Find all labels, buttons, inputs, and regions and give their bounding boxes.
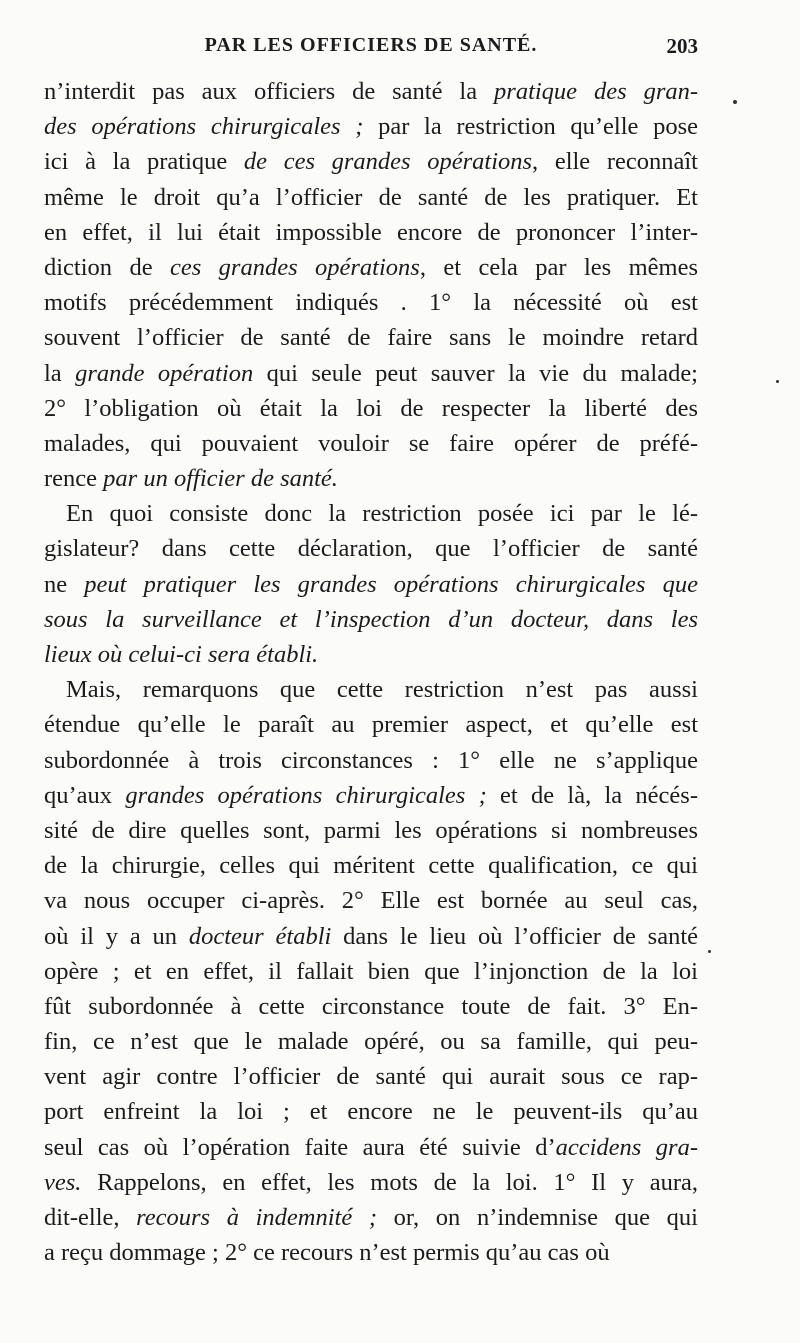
text-run: et de là, la nécés- (486, 781, 698, 809)
text-run: étendue qu’elle le paraît au premier aspect, et qu’elle est (44, 711, 698, 739)
text-line (44, 567, 698, 602)
text-line (44, 1024, 698, 1059)
text-run: par la restriction qu’elle pose (363, 113, 698, 141)
text-run: va nous occuper ci-après. 2° Elle est bornée au seul cas, (44, 887, 698, 915)
text-run: a reçu dommage ; 2° ce recours n’est permis qu’au cas où (44, 1239, 610, 1267)
text-run: subordonnée à trois circonstances : 1° elle ne s’applique (44, 746, 698, 774)
text-run: seul cas où l’opération faite aura été suivie d’ (44, 1133, 556, 1161)
text-line (44, 496, 698, 531)
body-text (44, 74, 698, 1270)
italic-run: grandes opérations chirurgicales ; (125, 781, 487, 809)
italic-run: recours à indemnité ; (136, 1204, 377, 1231)
text-run: ici à la pratique (44, 148, 244, 176)
text-line (44, 285, 698, 320)
text-run: en effet, il lui était impossible encore de prononcer l’inter- (44, 218, 698, 246)
ink-speck (733, 100, 737, 104)
italic-run: par un officier de santé. (103, 465, 338, 493)
text-run: Rappelons, en effet, les mots de la loi. 1° Il y aura, (81, 1168, 698, 1196)
text-line (44, 144, 698, 179)
text-line (44, 672, 698, 707)
text-line (44, 743, 698, 778)
text-line (44, 1094, 698, 1129)
text-run: n’interdit pas aux officiers de santé la (44, 78, 495, 105)
italic-run: docteur établi (188, 922, 332, 950)
text-run: port enfreint la loi ; et encore ne le peuvent-ils qu’au (44, 1098, 698, 1126)
text-line (44, 919, 698, 954)
text-line (44, 426, 698, 461)
text-run: opère ; et en effet, il fallait bien que l’injonction de la loi (44, 957, 698, 985)
text-line (44, 461, 698, 496)
text-run: souvent l’officier de santé de faire sans le moindre retard (44, 324, 698, 352)
text-run: dans le lieu où l’officier de santé (331, 922, 698, 950)
text-run: qui seule peut sauver la vie du malade; (253, 359, 698, 387)
text-line (44, 180, 698, 215)
text-line (44, 215, 698, 250)
text-run: même le droit qu’a l’officier de santé de les pratiquer. Et (44, 183, 698, 211)
text-run: vent agir contre l’officier de santé qui aurait sous ce rap- (44, 1063, 698, 1091)
text-line (44, 250, 698, 285)
ink-speck (776, 380, 779, 383)
text-line (44, 637, 698, 672)
text-line (44, 1200, 698, 1235)
text-run: , elle reconnaît (532, 148, 698, 176)
text-line (44, 883, 698, 918)
text-line (44, 531, 698, 566)
italic-run: sous la surveillance et l’inspection d’un docteur, dans les (44, 605, 698, 633)
italic-run: grande opération (75, 359, 254, 387)
italic-run: peut pratiquer les grandes opérations chirurgicales que (84, 570, 698, 598)
text-line (44, 391, 698, 426)
italic-run: lieux où celui-ci sera établi. (44, 641, 319, 668)
text-line (44, 848, 698, 883)
text-line (44, 707, 698, 742)
text-line (44, 356, 698, 391)
text-line (44, 989, 698, 1024)
text-run: fin, ce n’est que le malade opéré, ou sa famille, qui peu- (44, 1028, 698, 1056)
italic-run: pratique des gran- (494, 78, 698, 105)
text-run: En quoi consiste donc la restriction posée ici par le lé- (66, 500, 698, 528)
text-run: gislateur? dans cette déclaration, que l’officier de santé (44, 535, 698, 563)
text-run: , et cela par les mêmes (419, 253, 698, 281)
text-line (44, 1165, 698, 1200)
text-line (44, 74, 698, 109)
text-line (44, 602, 698, 637)
text-run: fût subordonnée à cette circonstance toute de fait. 3° En- (44, 992, 698, 1020)
text-line (44, 320, 698, 355)
text-run: où il y a un (44, 922, 189, 950)
text-run: dit-elle, (44, 1204, 137, 1231)
italic-run: des opérations chirurgicales ; (44, 113, 364, 141)
italic-run: ves. (44, 1168, 82, 1196)
text-run: ne (44, 570, 85, 598)
text-run: diction de (44, 253, 170, 281)
text-line (44, 109, 698, 144)
text-line (44, 954, 698, 989)
text-run: or, on n’indemnise que qui (377, 1204, 698, 1231)
text-run: motifs précédemment indiqués . 1° la nécessité où est (44, 289, 698, 317)
running-head (44, 34, 698, 66)
paragraph (44, 74, 698, 496)
text-run: de la chirurgie, celles qui méritent cette qualification, ce qui (44, 852, 698, 880)
text-line (44, 813, 698, 848)
text-run: la (44, 359, 76, 387)
text-line (44, 1059, 698, 1094)
italic-run: de ces grandes opérations (243, 148, 533, 176)
text-run: 2° l’obligation où était la loi de respecter la liberté des (44, 394, 698, 422)
text-line (44, 778, 698, 813)
page-number: 203 (666, 34, 698, 58)
running-title: PAR LES OFFICIERS DE SANTÉ. (204, 34, 538, 56)
paragraph (44, 672, 698, 1270)
text-line (44, 1235, 698, 1270)
text-run: Mais, remarquons que cette restriction n’est pas aussi (66, 676, 698, 704)
text-run: sité de dire quelles sont, parmi les opérations si nombreuses (44, 816, 698, 844)
italic-run: accidens gra- (555, 1133, 698, 1161)
text-run: qu’aux (44, 781, 126, 809)
text-run: malades, qui pouvaient vouloir se faire opérer de préfé- (44, 429, 698, 457)
text-line (44, 1130, 698, 1165)
text-run: rence (44, 465, 104, 493)
paragraph (44, 496, 698, 672)
ink-speck (708, 950, 711, 953)
italic-run: ces grandes opérations (169, 253, 420, 281)
